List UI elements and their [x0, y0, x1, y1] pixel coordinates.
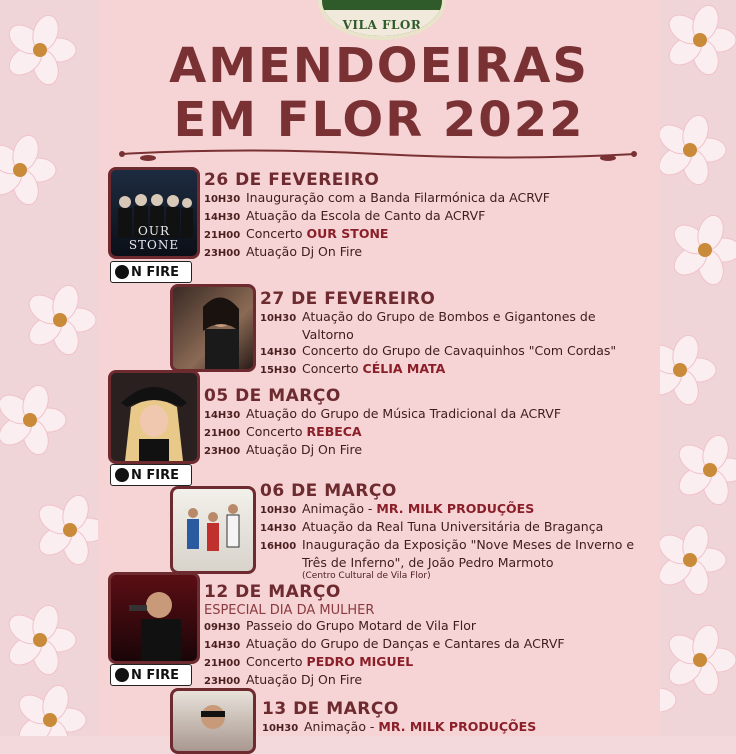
- on-fire-badge: N FIRE: [110, 464, 192, 486]
- date-heading: 27 DE FEVEREIRO: [260, 289, 436, 309]
- event-item: 10H30 Animação - MR. MILK PRODUÇÕES: [260, 501, 535, 516]
- event-list: [204, 406, 561, 460]
- event-list: [260, 501, 634, 581]
- event-item: 21H00 Concerto REBECA: [204, 424, 362, 439]
- event-item: 21H00 Concerto PEDRO MIGUEL: [204, 654, 414, 669]
- event-item: 16H00 Inauguração da Exposição "Nove Meses de Inverno e: [260, 537, 635, 552]
- rebeca-photo: [108, 370, 200, 464]
- on-fire-badge: N FIRE: [110, 664, 192, 686]
- event-list: [262, 719, 536, 737]
- event-item: 09H30 Passeio do Grupo Motard de Vila Flor: [204, 618, 477, 633]
- day-05-marco: [204, 386, 561, 460]
- event-item: 14H30 Atuação da Escola de Canto da ACRVF: [204, 208, 486, 223]
- our-stone-label: OUR STONE: [128, 224, 180, 252]
- event-item: 14H30 Atuação do Grupo de Danças e Cantares da ACRVF: [204, 636, 565, 651]
- mr-milk-photo: [170, 486, 256, 574]
- event-item: 10H30 Inauguração com a Banda Filarmónica da ACRVF: [204, 190, 550, 205]
- event-item: Três de Inferno", de João Pedro Marmoto: [302, 555, 554, 570]
- day-26-fevereiro: [204, 170, 550, 262]
- event-item: 15H30 Concerto CÉLIA MATA: [260, 361, 446, 376]
- event-note: (Centro Cultural de Vila Flor): [302, 571, 431, 581]
- logo-text: VILA FLOR: [342, 18, 422, 32]
- date-heading: 12 DE MARÇO: [204, 582, 341, 602]
- vinyl-icon: [115, 468, 129, 482]
- day-06-marco: [260, 481, 634, 581]
- vinyl-icon: [115, 265, 129, 279]
- date-heading: 13 DE MARÇO: [262, 699, 399, 719]
- title-line-1: AMENDOEIRAS: [169, 38, 589, 94]
- celia-mata-photo: [170, 284, 256, 372]
- pedro-miguel-photo: [108, 572, 200, 664]
- day-12-marco: [204, 582, 565, 690]
- vinyl-icon: [115, 668, 129, 682]
- event-list: [260, 309, 616, 379]
- date-heading: 26 DE FEVEREIRO: [204, 170, 380, 190]
- title-line-2: EM FLOR 2022: [173, 92, 585, 148]
- event-item: 10H30 Atuação do Grupo de Bombos e Gigantones de: [260, 309, 596, 324]
- event-item: 10H30 Animação - MR. MILK PRODUÇÕES: [262, 719, 537, 734]
- event-item: 23H00 Atuação Dj On Fire: [204, 244, 363, 259]
- event-list: [204, 190, 550, 262]
- day-13-marco: [262, 699, 536, 737]
- event-item: 14H30 Concerto do Grupo de Cavaquinhos "Com Cordas": [260, 343, 617, 358]
- day-subtitle: ESPECIAL DIA DA MULHER: [204, 603, 375, 618]
- event-item: 23H00 Atuação Dj On Fire: [204, 442, 363, 457]
- mr-milk-photo-2: [170, 688, 256, 754]
- on-fire-badge: N FIRE: [110, 261, 192, 283]
- event-item: 23H00 Atuação Dj On Fire: [204, 672, 363, 687]
- event-item: 14H30 Atuação da Real Tuna Universitária de Bragança: [260, 519, 604, 534]
- event-item: 21H00 Concerto OUR STONE: [204, 226, 389, 241]
- decorative-divider: [118, 147, 638, 161]
- date-heading: 06 DE MARÇO: [260, 481, 397, 501]
- date-heading: 05 DE MARÇO: [204, 386, 341, 406]
- our-stone-photo: [108, 167, 200, 259]
- vila-flor-logo: [318, 0, 446, 40]
- day-27-fevereiro: [260, 289, 616, 379]
- event-item: 14H30 Atuação do Grupo de Música Tradicional da ACRVF: [204, 406, 562, 421]
- event-list: [204, 618, 565, 690]
- event-item: Valtorno: [302, 327, 354, 342]
